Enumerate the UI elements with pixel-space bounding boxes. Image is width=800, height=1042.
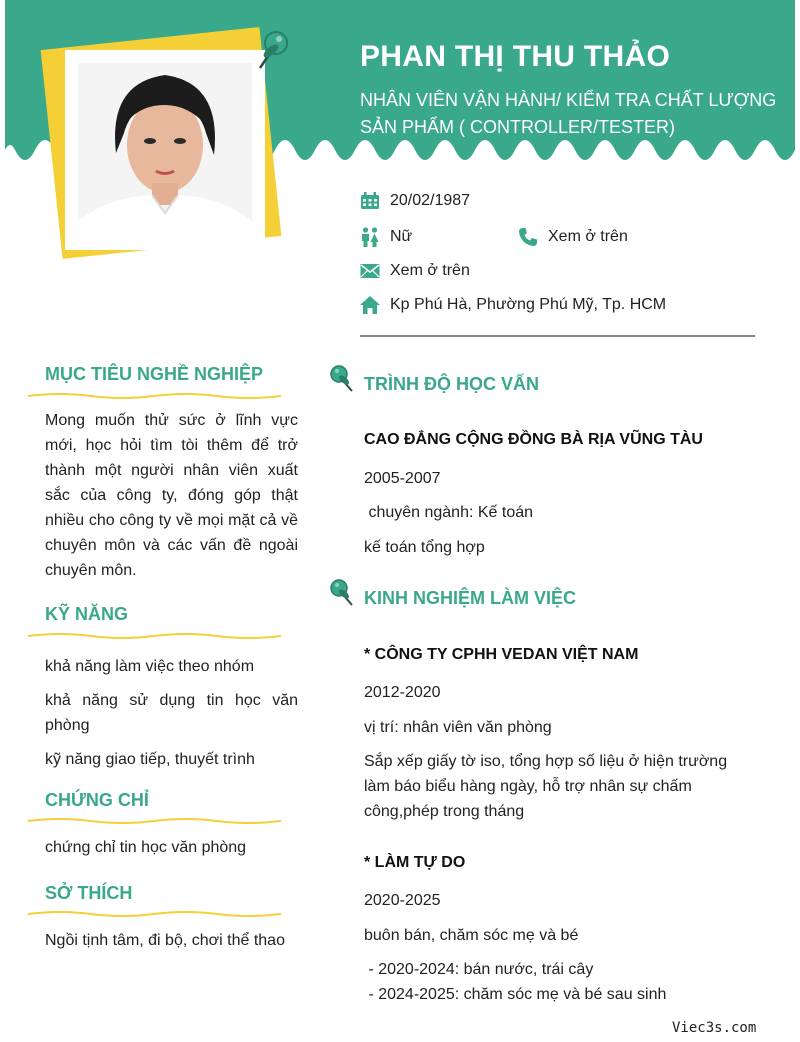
photo-frame xyxy=(65,50,265,250)
wavy-underline xyxy=(28,817,281,825)
job-position: buôn bán, chăm sóc mẹ và bé xyxy=(364,927,579,944)
objective-text: Mong muốn thử sức ở lĩnh vực mới, học hỏi tìm tòi thêm để trở thành một người nhân viên xuất sắc của công ty, đóng góp thật nhiều cho công ty về mọi mặt cả về chuyên môn và các vấn đề ngoài chuyên môn. xyxy=(45,412,298,579)
job-position: vị trí: nhân viên văn phòng xyxy=(364,719,552,736)
address-value: Kp Phú Hà, Phường Phú Mỹ, Tp. HCM xyxy=(390,296,667,313)
phone-value[interactable]: Xem ở trên xyxy=(548,228,628,245)
section-title-hobbies: SỞ THÍCH xyxy=(45,883,133,903)
pushpin-icon xyxy=(328,364,356,394)
birthdate-value: 20/02/1987 xyxy=(390,192,471,209)
skill-item: kỹ năng giao tiếp, thuyết trình xyxy=(45,751,255,768)
skill-item: khả năng sử dụng tin học văn phòng xyxy=(45,692,298,734)
section-title-skills: KỸ NĂNG xyxy=(45,604,129,624)
section-title-certificates: CHỨNG CHỈ xyxy=(45,790,149,810)
info-phone xyxy=(518,227,628,247)
skill-item: khả năng làm việc theo nhóm xyxy=(45,658,255,675)
wavy-underline xyxy=(28,910,281,918)
certificate-item: chứng chỉ tin học văn phòng xyxy=(45,839,247,856)
education-school: CAO ĐẲNG CỘNG ĐỒNG BÀ RỊA VŨNG TÀU xyxy=(364,431,703,448)
hobbies-text: Ngồi tịnh tâm, đi bộ, chơi thể thao xyxy=(45,932,285,949)
email-value[interactable]: Xem ở trên xyxy=(390,262,470,279)
job-period: 2012-2020 xyxy=(364,684,441,701)
info-email xyxy=(360,262,470,280)
section-title-objective: MỤC TIÊU NGHỀ NGHIỆP xyxy=(45,364,264,384)
envelope-icon xyxy=(360,263,380,279)
info-address xyxy=(360,296,666,314)
job-detail-item: - 2024-2025: chăm sóc mẹ và bé sau sinh xyxy=(364,986,667,1003)
education-period: 2005-2007 xyxy=(364,470,441,487)
wavy-underline xyxy=(28,392,281,400)
avatar xyxy=(78,63,252,237)
header-divider xyxy=(360,335,755,337)
job-description: Sắp xếp giấy tờ iso, tổng hợp số liệu ở hiện trường làm báo biểu hàng ngày, hỗ trợ nhân sự chấm công,phép trong tháng xyxy=(364,753,728,820)
wavy-underline xyxy=(28,632,281,640)
home-icon xyxy=(360,296,380,314)
info-gender xyxy=(360,227,412,247)
section-title-education: TRÌNH ĐỘ HỌC VẤN xyxy=(364,374,539,394)
gender-value: Nữ xyxy=(390,228,413,245)
job-company: * CÔNG TY CPHH VEDAN VIỆT NAM xyxy=(364,646,639,663)
job-company: * LÀM TỰ DO xyxy=(364,854,466,871)
pushpin-icon xyxy=(328,578,356,608)
job-title: NHÂN VIÊN VẬN HÀNH/ KIỂM TRA CHẤT LƯỢNG SẢN PHẨM ( CONTROLLER/TESTER) xyxy=(360,90,777,137)
education-major: chuyên ngành: Kế toán xyxy=(364,504,534,521)
people-icon xyxy=(360,227,380,247)
footer-brand[interactable]: Viec3s.com xyxy=(672,1020,757,1036)
job-detail-item: - 2020-2024: bán nước, trái cây xyxy=(364,961,594,978)
job-period: 2020-2025 xyxy=(364,892,441,909)
pushpin-icon xyxy=(250,26,290,74)
info-birthdate xyxy=(360,192,470,210)
calendar-icon xyxy=(360,192,380,210)
phone-icon xyxy=(518,227,538,247)
section-title-experience: KINH NGHIỆM LÀM VIỆC xyxy=(364,588,577,608)
education-detail: kế toán tổng hợp xyxy=(364,539,485,556)
page-title: PHAN THỊ THU THẢO xyxy=(360,40,671,73)
